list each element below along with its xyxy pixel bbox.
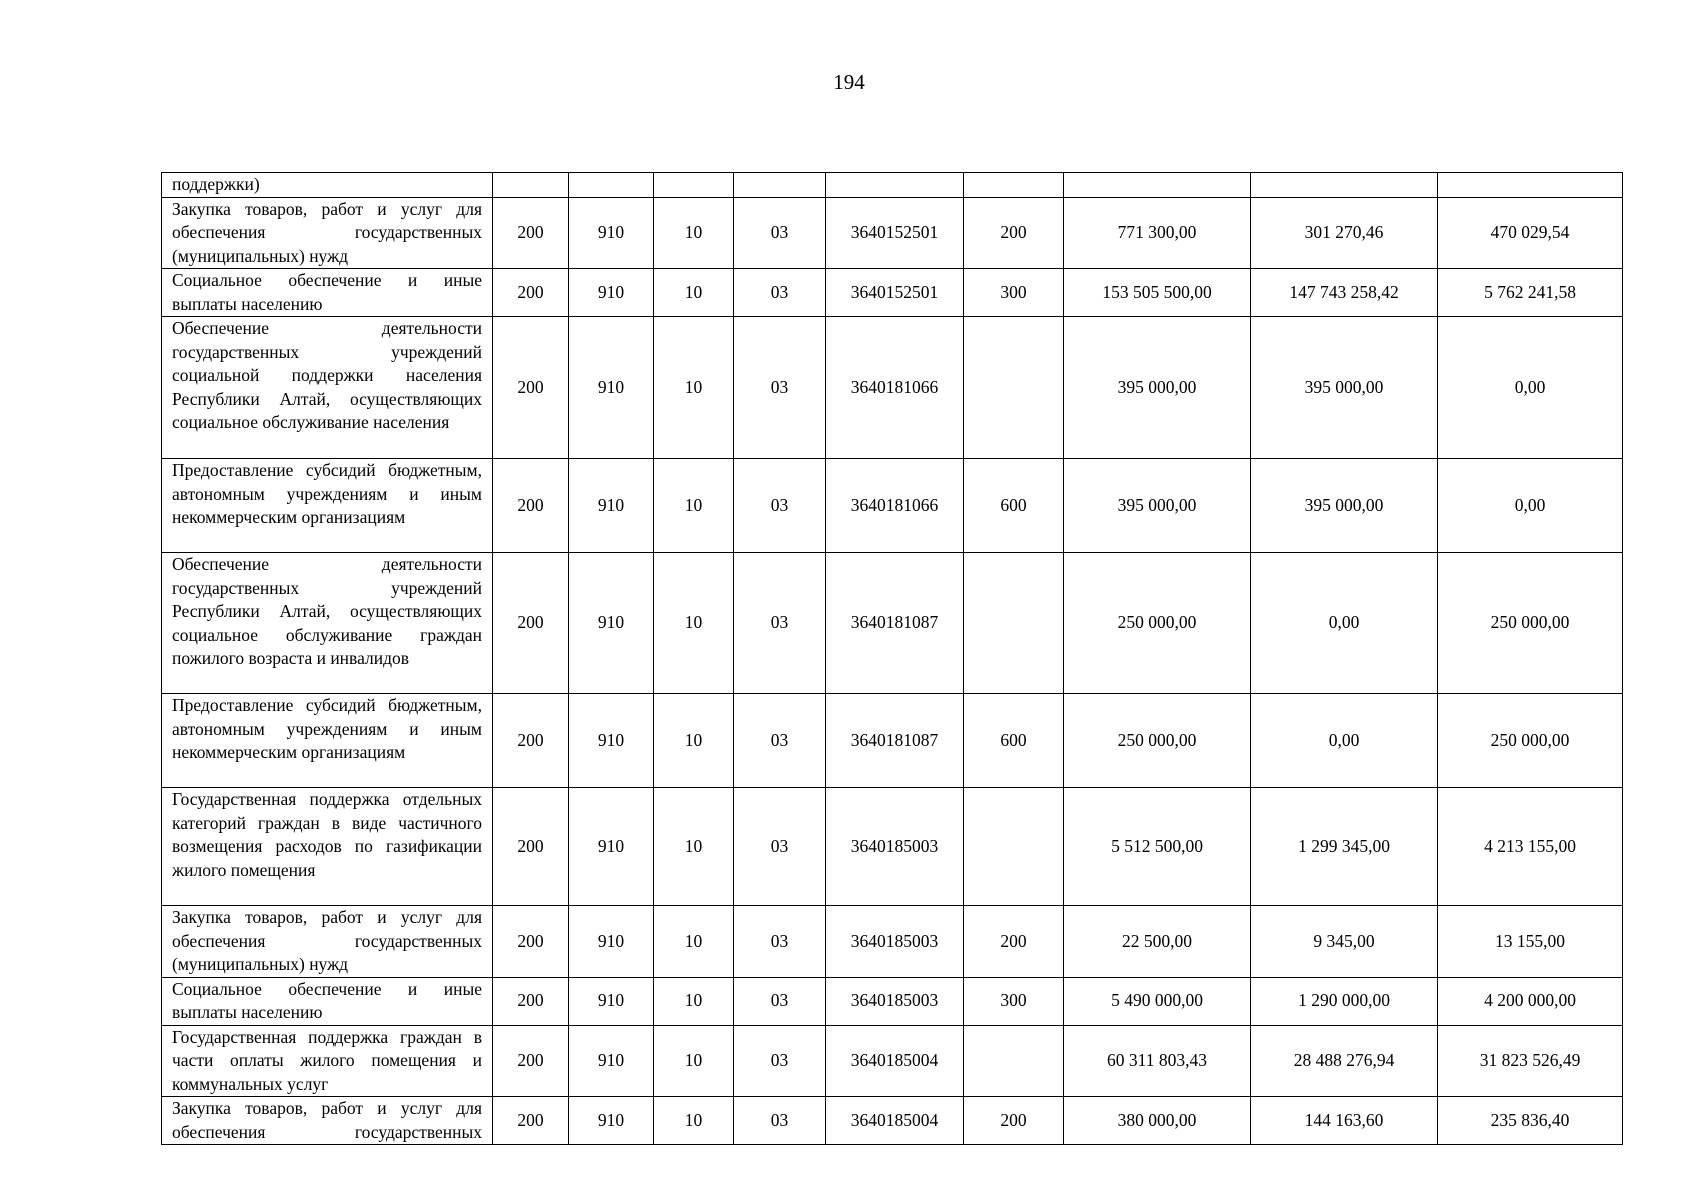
cell-code-3: 10 [654, 694, 734, 788]
cell-amount-plan: 395 000,00 [1064, 317, 1251, 459]
cell-expense-kind [964, 553, 1064, 694]
cell-code-3: 10 [654, 317, 734, 459]
cell-amount-done: 395 000,00 [1251, 317, 1438, 459]
table-row [162, 459, 1623, 553]
cell-code-3: 10 [654, 459, 734, 553]
table-row [162, 553, 1623, 694]
cell-amount-rest [1438, 173, 1623, 198]
cell-code-3: 10 [654, 1025, 734, 1097]
cell-code-3: 10 [654, 1097, 734, 1145]
table-row [162, 906, 1623, 978]
cell-code-4: 03 [734, 788, 826, 906]
cell-target-code: 3640181066 [826, 459, 964, 553]
cell-code-3: 10 [654, 553, 734, 694]
cell-code-1: 200 [493, 788, 569, 906]
cell-code-2: 910 [569, 1097, 654, 1145]
cell-target-code: 3640152501 [826, 269, 964, 317]
table-row [162, 977, 1623, 1025]
cell-amount-done: 0,00 [1251, 553, 1438, 694]
cell-code-1 [493, 173, 569, 198]
cell-expense-kind: 200 [964, 906, 1064, 978]
cell-amount-rest: 250 000,00 [1438, 553, 1623, 694]
cell-code-2 [569, 173, 654, 198]
cell-code-2: 910 [569, 317, 654, 459]
row-name: Обеспечение деятельности государственных учреждений социальной поддержки населения Республики Алтай, осуществляющих социальное обслуживание населения [162, 317, 493, 459]
cell-code-4: 03 [734, 977, 826, 1025]
cell-amount-rest: 4 200 000,00 [1438, 977, 1623, 1025]
cell-code-1: 200 [493, 317, 569, 459]
row-name: Закупка товаров, работ и услуг для обеспечения государственных [162, 1097, 493, 1145]
cell-amount-done: 301 270,46 [1251, 197, 1438, 269]
cell-target-code: 3640181087 [826, 694, 964, 788]
cell-code-4: 03 [734, 1097, 826, 1145]
cell-code-3: 10 [654, 906, 734, 978]
cell-amount-rest: 31 823 526,49 [1438, 1025, 1623, 1097]
cell-amount-done: 28 488 276,94 [1251, 1025, 1438, 1097]
cell-code-4: 03 [734, 269, 826, 317]
cell-amount-done: 1 290 000,00 [1251, 977, 1438, 1025]
cell-code-4: 03 [734, 694, 826, 788]
row-name: Предоставление субсидий бюджетным, автономным учреждениям и иным некоммерческим организациям [162, 694, 493, 788]
cell-target-code: 3640185004 [826, 1097, 964, 1145]
cell-code-4: 03 [734, 553, 826, 694]
cell-expense-kind: 600 [964, 694, 1064, 788]
cell-code-4: 03 [734, 1025, 826, 1097]
row-name: Предоставление субсидий бюджетным, автономным учреждениям и иным некоммерческим организациям [162, 459, 493, 553]
cell-code-2: 910 [569, 694, 654, 788]
cell-amount-plan: 60 311 803,43 [1064, 1025, 1251, 1097]
cell-code-1: 200 [493, 197, 569, 269]
cell-amount-done: 1 299 345,00 [1251, 788, 1438, 906]
cell-amount-rest: 0,00 [1438, 459, 1623, 553]
row-name: Государственная поддержка граждан в части оплаты жилого помещения и коммунальных услуг [162, 1025, 493, 1097]
cell-expense-kind [964, 1025, 1064, 1097]
cell-code-4 [734, 173, 826, 198]
cell-amount-done [1251, 173, 1438, 198]
cell-amount-rest: 235 836,40 [1438, 1097, 1623, 1145]
cell-amount-done: 147 743 258,42 [1251, 269, 1438, 317]
cell-amount-plan: 395 000,00 [1064, 459, 1251, 553]
cell-target-code: 3640152501 [826, 197, 964, 269]
cell-code-4: 03 [734, 906, 826, 978]
cell-code-1: 200 [493, 459, 569, 553]
cell-target-code: 3640181066 [826, 317, 964, 459]
cell-expense-kind: 200 [964, 1097, 1064, 1145]
cell-amount-plan [1064, 173, 1251, 198]
cell-code-4: 03 [734, 197, 826, 269]
cell-code-3: 10 [654, 197, 734, 269]
table-row [162, 317, 1623, 459]
cell-amount-plan: 380 000,00 [1064, 1097, 1251, 1145]
cell-amount-plan: 5 512 500,00 [1064, 788, 1251, 906]
cell-code-3: 10 [654, 269, 734, 317]
cell-code-4: 03 [734, 459, 826, 553]
cell-target-code [826, 173, 964, 198]
cell-code-2: 910 [569, 269, 654, 317]
cell-amount-done: 0,00 [1251, 694, 1438, 788]
cell-amount-plan: 153 505 500,00 [1064, 269, 1251, 317]
cell-code-1: 200 [493, 694, 569, 788]
row-name: Закупка товаров, работ и услуг для обеспечения государственных (муниципальных) нужд [162, 906, 493, 978]
cell-code-2: 910 [569, 906, 654, 978]
cell-amount-rest: 4 213 155,00 [1438, 788, 1623, 906]
cell-code-3: 10 [654, 788, 734, 906]
cell-code-2: 910 [569, 459, 654, 553]
cell-amount-plan: 22 500,00 [1064, 906, 1251, 978]
cell-amount-rest: 13 155,00 [1438, 906, 1623, 978]
cell-amount-plan: 250 000,00 [1064, 694, 1251, 788]
cell-amount-rest: 470 029,54 [1438, 197, 1623, 269]
table-row [162, 1025, 1623, 1097]
cell-code-1: 200 [493, 1025, 569, 1097]
cell-expense-kind [964, 317, 1064, 459]
cell-code-2: 910 [569, 1025, 654, 1097]
cell-code-2: 910 [569, 977, 654, 1025]
cell-target-code: 3640181087 [826, 553, 964, 694]
cell-expense-kind: 200 [964, 197, 1064, 269]
cell-code-1: 200 [493, 1097, 569, 1145]
cell-code-3 [654, 173, 734, 198]
cell-code-2: 910 [569, 553, 654, 694]
row-name: Социальное обеспечение и иные выплаты населению [162, 269, 493, 317]
cell-amount-plan: 250 000,00 [1064, 553, 1251, 694]
table-row [162, 269, 1623, 317]
row-name: Социальное обеспечение и иные выплаты населению [162, 977, 493, 1025]
cell-code-1: 200 [493, 553, 569, 694]
row-name: Закупка товаров, работ и услуг для обеспечения государственных (муниципальных) нужд [162, 197, 493, 269]
row-name: Обеспечение деятельности государственных учреждений Республики Алтай, осуществляющих социальное обслуживание граждан пожилого возраста и инвалидов [162, 553, 493, 694]
cell-amount-done: 395 000,00 [1251, 459, 1438, 553]
table-row [162, 197, 1623, 269]
cell-amount-plan: 771 300,00 [1064, 197, 1251, 269]
page-number: 194 [833, 70, 865, 94]
cell-target-code: 3640185003 [826, 906, 964, 978]
cell-amount-done: 144 163,60 [1251, 1097, 1438, 1145]
cell-amount-rest: 0,00 [1438, 317, 1623, 459]
table-row [162, 173, 1623, 198]
cell-target-code: 3640185003 [826, 788, 964, 906]
cell-target-code: 3640185004 [826, 1025, 964, 1097]
table-row [162, 1097, 1623, 1145]
row-name: поддержки) [162, 173, 493, 198]
cell-code-1: 200 [493, 977, 569, 1025]
cell-code-2: 910 [569, 197, 654, 269]
cell-amount-rest: 250 000,00 [1438, 694, 1623, 788]
cell-target-code: 3640185003 [826, 977, 964, 1025]
cell-code-1: 200 [493, 269, 569, 317]
cell-expense-kind: 300 [964, 269, 1064, 317]
cell-expense-kind: 300 [964, 977, 1064, 1025]
cell-expense-kind: 600 [964, 459, 1064, 553]
cell-expense-kind [964, 173, 1064, 198]
budget-table [161, 172, 1623, 1145]
cell-amount-plan: 5 490 000,00 [1064, 977, 1251, 1025]
table-row [162, 694, 1623, 788]
cell-amount-rest: 5 762 241,58 [1438, 269, 1623, 317]
row-name: Государственная поддержка отдельных категорий граждан в виде частичного возмещения расходов по газификации жилого помещения [162, 788, 493, 906]
cell-code-4: 03 [734, 317, 826, 459]
cell-code-3: 10 [654, 977, 734, 1025]
cell-amount-done: 9 345,00 [1251, 906, 1438, 978]
cell-code-2: 910 [569, 788, 654, 906]
table-row [162, 788, 1623, 906]
cell-code-1: 200 [493, 906, 569, 978]
cell-expense-kind [964, 788, 1064, 906]
